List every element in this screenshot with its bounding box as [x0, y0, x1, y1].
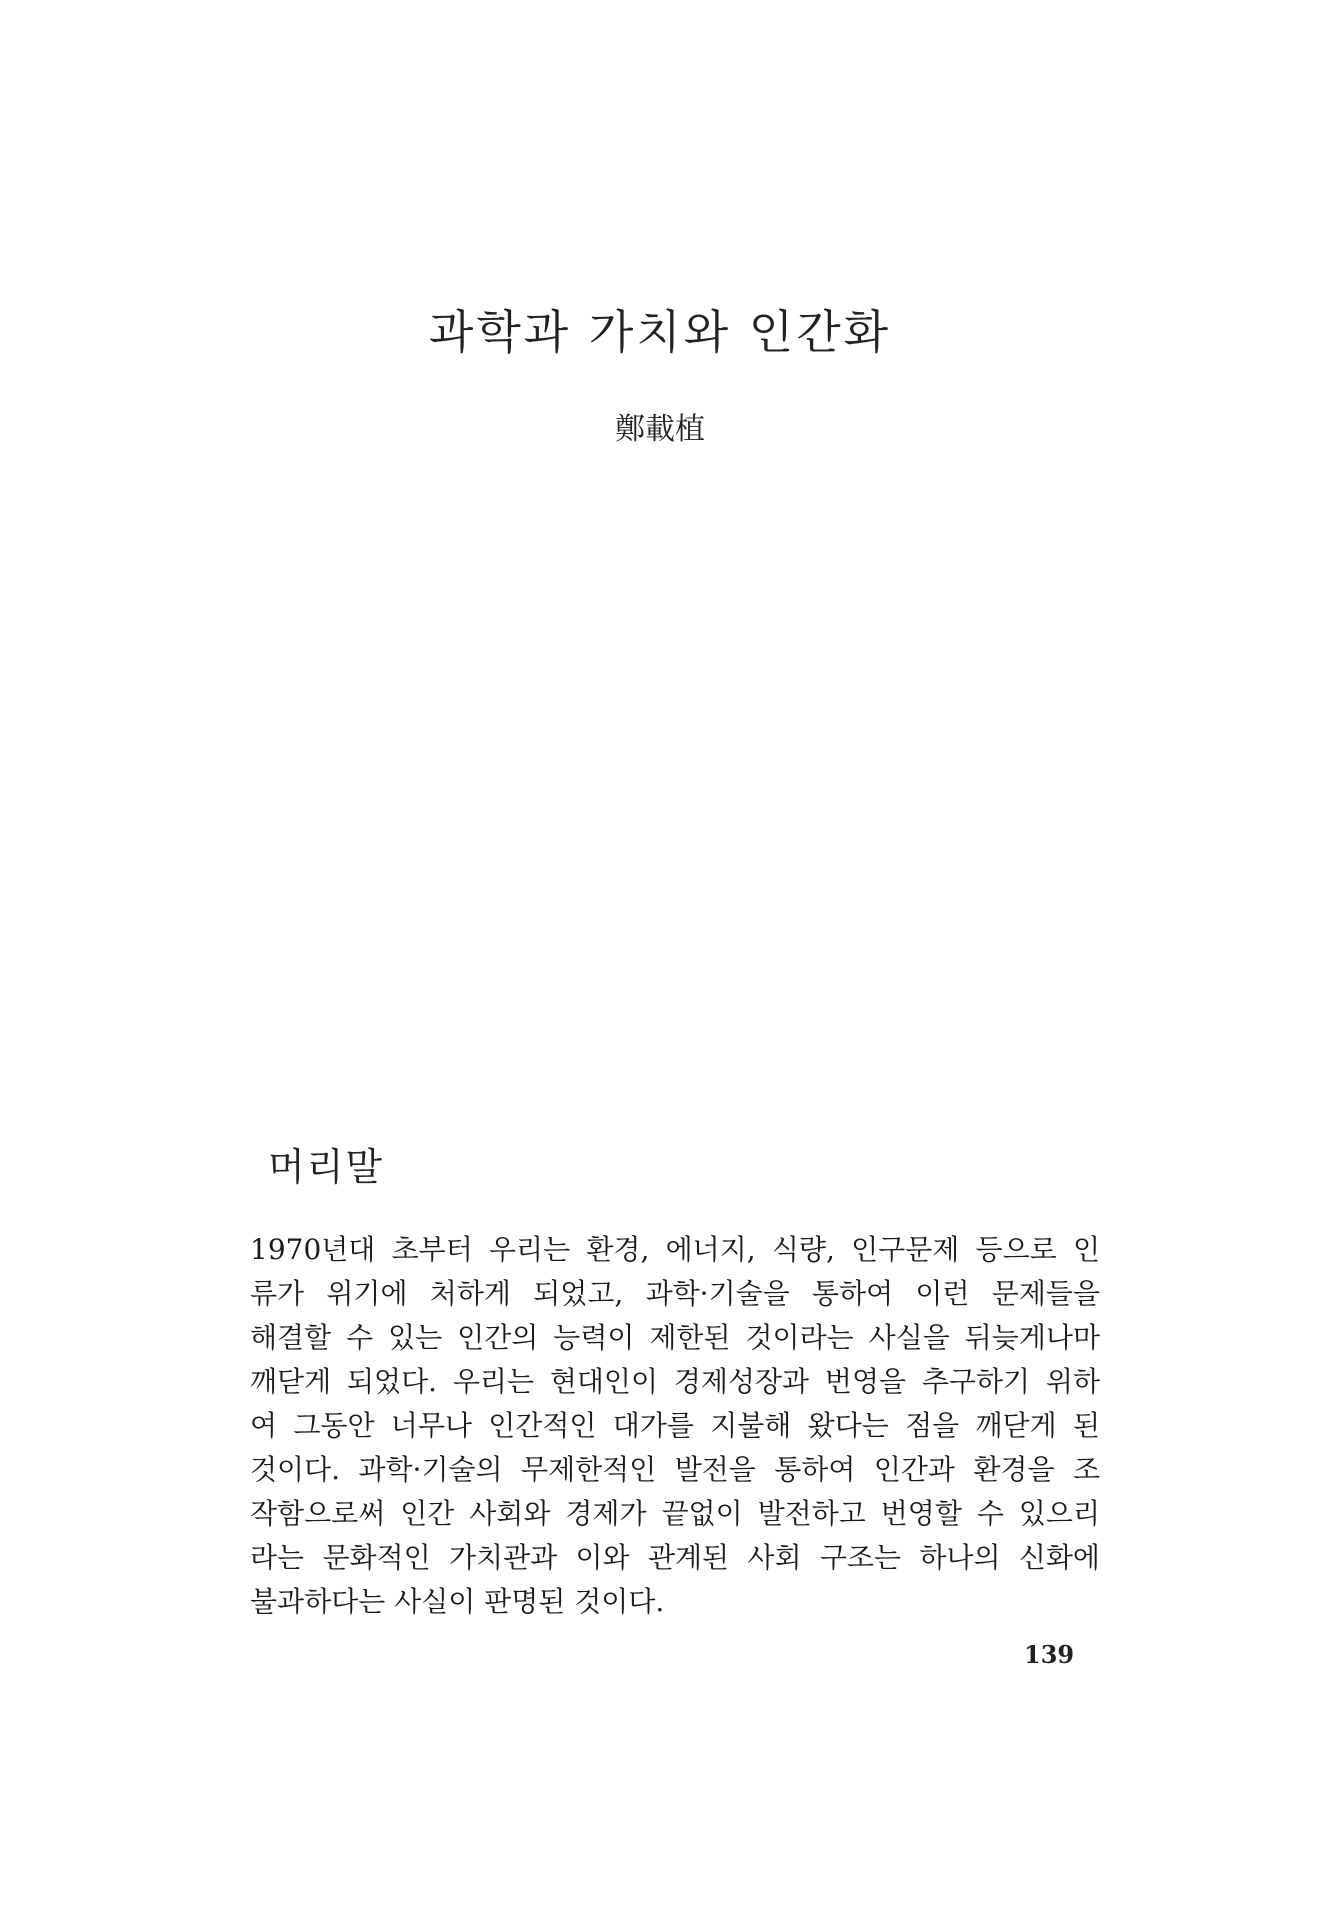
body-paragraph: [250, 1228, 1100, 1624]
body-line: 작함으로써 인간 사회와 경제가 끝없이 발전하고 번영할 수 있으리: [250, 1497, 1100, 1530]
page-number: 139: [1024, 1640, 1075, 1669]
body-line: 류가 위기에 처하게 되었고, 과학·기술을 통하여 이런 문제들을: [250, 1277, 1100, 1310]
author-name: 鄭載植: [615, 412, 705, 447]
body-line: 불과하다는 사실이 판명된 것이다.: [250, 1585, 665, 1618]
section-heading: 머리말: [268, 1145, 385, 1189]
body-line: 여 그동안 너무나 인간적인 대가를 지불해 왔다는 점을 깨닫게 된: [250, 1409, 1100, 1442]
body-line: 라는 문화적인 가치관과 이와 관계된 사회 구조는 하나의 신화에: [250, 1541, 1100, 1574]
body-line: 것이다. 과학·기술의 무제한적인 발전을 통하여 인간과 환경을 조: [250, 1453, 1100, 1486]
body-line: 1970년대 초부터 우리는 환경, 에너지, 식량, 인구문제 등으로 인: [250, 1233, 1100, 1266]
body-line: 해결할 수 있는 인간의 능력이 제한된 것이라는 사실을 뒤늦게나마: [250, 1321, 1100, 1354]
body-line: 깨닫게 되었다. 우리는 현대인이 경제성장과 번영을 추구하기 위하: [250, 1365, 1100, 1398]
article-title: 과학과 가치와 인간화: [428, 305, 892, 359]
